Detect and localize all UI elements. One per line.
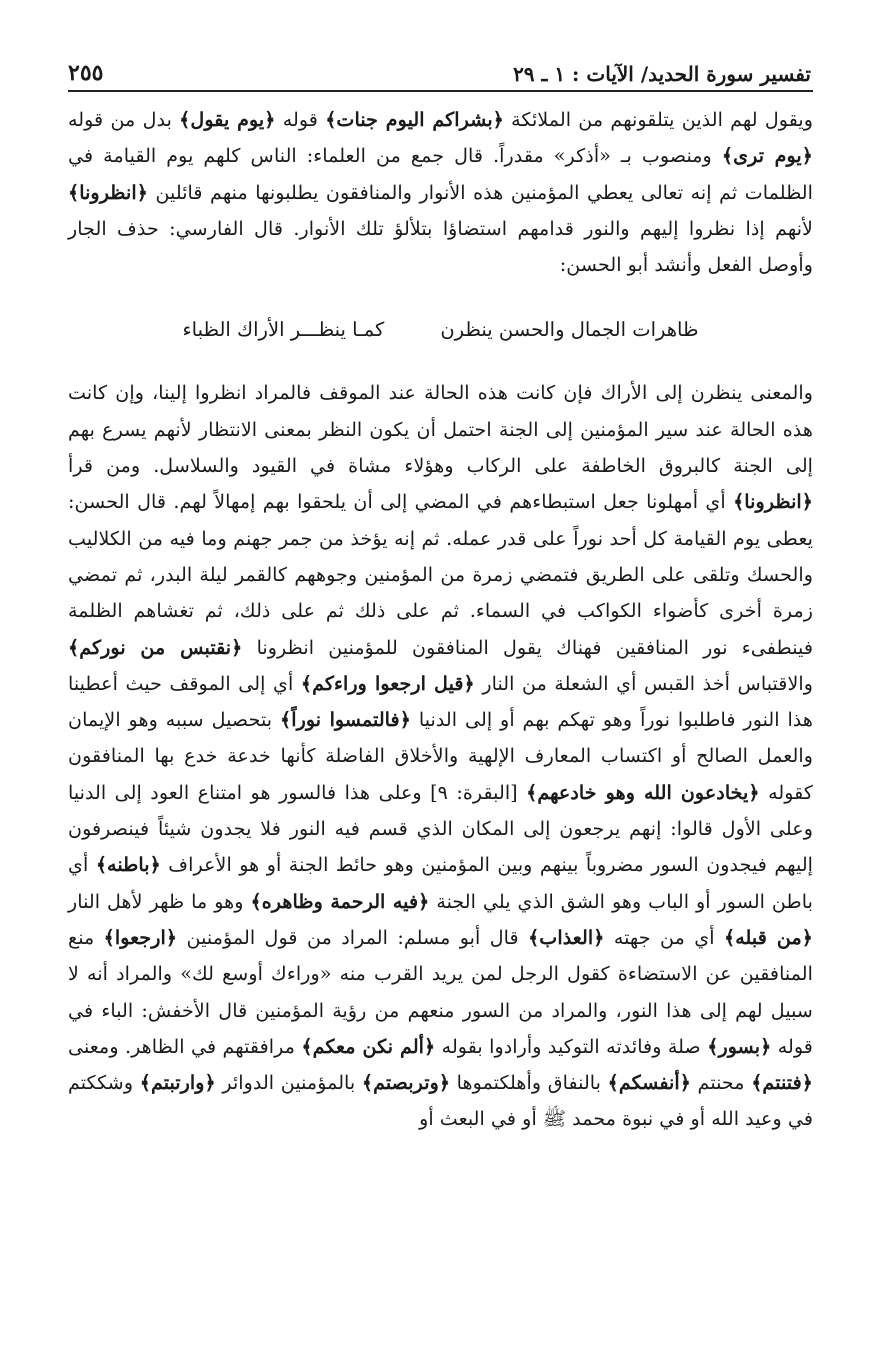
text-run: مرافقتهم في الظاهر. ومعنى	[68, 1034, 302, 1058]
quran-quote: ﴿قيل ارجعوا وراءكم﴾	[300, 671, 475, 695]
book-page	[68, 52, 813, 1138]
running-title: تفسير سورة الحديد/ الآيات : ١ ـ ٢٩	[513, 62, 811, 86]
quran-quote: ﴿فيه الرحمة وظاهره﴾	[250, 889, 430, 913]
text-run: ومنصوب بـ «أذكر» مقدراً. قال جمع من العلماء: الناس كلهم يوم القيامة في الظلمات ثم إنه تعالى يعطي المؤمنين هذه الأنوار والمنافقون يطلبونها منهم قائلين	[68, 144, 813, 204]
text-run: منع المنافقين عن الاستضاءة كقول الرجل لمن يريد القرب منه «وراءك أوسع لك» والمراد أنه لا سبيل لهم إلى هذا النور، والمراد من السور منعهم من رؤية المؤمنين قال الأخفش: الباء في قوله	[68, 925, 813, 1058]
text-run: ويقول لهم الذين يتلقونهم من الملائكة	[503, 108, 813, 131]
text-run: لأنهم إذا نظروا إليهم والنور قدامهم استضاؤا بتلألؤ تلك الأنوار. قال الفارسي: حذف الجار وأوصل الفعل وأنشد أبو الحسن:	[68, 216, 813, 277]
quran-quote: ﴿يوم ترى﴾	[721, 144, 813, 168]
text-run: [البقرة: ٩] وعلى هذا فالسور هو امتناع العود إلى الدنيا وعلى الأول قالوا: إنهم يرجعون إلى المكان الذي قسم فيه النور فلا يجدون شيئاً فينصرفون إليهم فيجدون السور مضروباً بينهم وبين المؤمنين وهو حائط الجنة أو هو الأعراف	[68, 780, 813, 877]
text-run: وشككتم في وعيد الله أو في نبوة محمد ﷺ أو في البعث أو	[68, 1071, 813, 1131]
text-run: وهو ما ظهر لأهل النار	[68, 889, 251, 913]
quran-quote: ﴿من قبله﴾	[724, 925, 813, 949]
quran-quote: ﴿وتربصتم﴾	[361, 1071, 451, 1095]
quran-quote: ﴿العذاب﴾	[528, 925, 605, 949]
running-header	[68, 52, 813, 92]
text-run: قال أبو مسلم: المراد من قول المؤمنين	[177, 925, 529, 949]
text-run: صلة وفائدته التوكيد وأرادوا بقوله	[435, 1034, 708, 1058]
quran-quote: ﴿بشراكم اليوم جنات﴾	[325, 108, 504, 131]
text-run: أي باطن السور أو الباب وهو الشق الذي يلي الجنة	[68, 853, 813, 913]
text-run: بالمؤمنين الدوائر	[215, 1071, 362, 1095]
quran-quote: ﴿يخادعون الله وهو خادعهم﴾	[526, 780, 760, 804]
quran-quote: ﴿ألم نكن معكم﴾	[301, 1034, 436, 1058]
quran-quote: ﴿انظرونا﴾	[68, 180, 148, 204]
quran-quote: ﴿باطنه﴾	[95, 853, 161, 877]
text-run: قوله	[275, 108, 326, 131]
paragraph-intro	[68, 102, 813, 283]
quran-quote: ﴿نقتبس من نوركم﴾	[68, 635, 243, 659]
text-run: بدل من قوله	[68, 108, 180, 131]
quran-quote: ﴿ارجعوا﴾	[103, 925, 178, 949]
text-run: أي من جهته	[604, 925, 725, 949]
text-run: أي إلى الموقف حيث أعطينا هذا النور فاطلبوا نوراً وهو تهكم بهم أو إلى الدنيا	[68, 671, 813, 732]
verse-hemistich-left: كمـا ينظـــر الأراك الظباء	[182, 317, 385, 341]
text-run: محنتم	[690, 1071, 752, 1095]
text-run: والمعنى ينظرن إلى الأراك فإن كانت هذه الحالة عند الموقف فالمراد انظروا إلينا، وإن كانت هذه الحالة عند سير المؤمنين إلى الجنة احتمل أن يكون النظر بمعنى الانتظار لأنهم يسرع بهم إلى الجنة كالبروق الخاطفة على الركاب وهؤلاء مشاة في القيود والسلاسل. ومن قرأ	[68, 381, 813, 478]
page-number: ٢٥٥	[68, 60, 104, 86]
paragraph-commentary	[68, 375, 813, 1137]
quran-quote: ﴿يوم يقول﴾	[179, 108, 276, 131]
text-run: بالنفاق وأهلكتموها	[450, 1071, 608, 1095]
poetry-verse	[68, 283, 813, 375]
quran-quote: ﴿وارتبتم﴾	[139, 1071, 216, 1095]
quran-quote: ﴿بسور﴾	[707, 1034, 772, 1058]
text-run: والاقتباس أخذ القبس أي الشعلة من النار	[474, 671, 814, 695]
verse-hemistich-right: ظاهرات الجمال والحسن ينظرن	[440, 317, 699, 341]
quran-quote: ﴿أنفسكم﴾	[607, 1071, 691, 1095]
quran-quote: ﴿انظرونا﴾	[733, 490, 813, 514]
text-run: أي أمهلونا جعل استبطاءهم في المضي إلى أن يلحقوا بهم إمهالاً لهم. قال الحسن: يعطى يوم القيامة كل أحد نوراً على قدر عمله. ثم إنه يؤخذ من جمر جهنم وما فيه من الكلاليب والحسك وتلقى على الطريق فتمضي زمرة من المؤمنين وجوههم كالقمر ليلة البدر، ثم تمضي زمرة أخرى كأضواء الكواكب في السماء. ثم على ذلك ثم على ذلك، ثم تغشاهم الظلمة فينطفىء نور المنافقين فهناك يقول المنافقون للمؤمنين انظرونا	[68, 490, 813, 659]
quran-quote: ﴿فالتمسوا نوراً﴾	[280, 708, 411, 732]
quran-quote: ﴿فتنتم﴾	[751, 1071, 813, 1095]
text-run: بتحصيل سببه وهو الإيمان والعمل الصالح أو اكتساب المعارف الإلهية والأخلاق الفاضلة كأنها خدعة خدع بها المنافقون كقوله	[68, 708, 813, 804]
